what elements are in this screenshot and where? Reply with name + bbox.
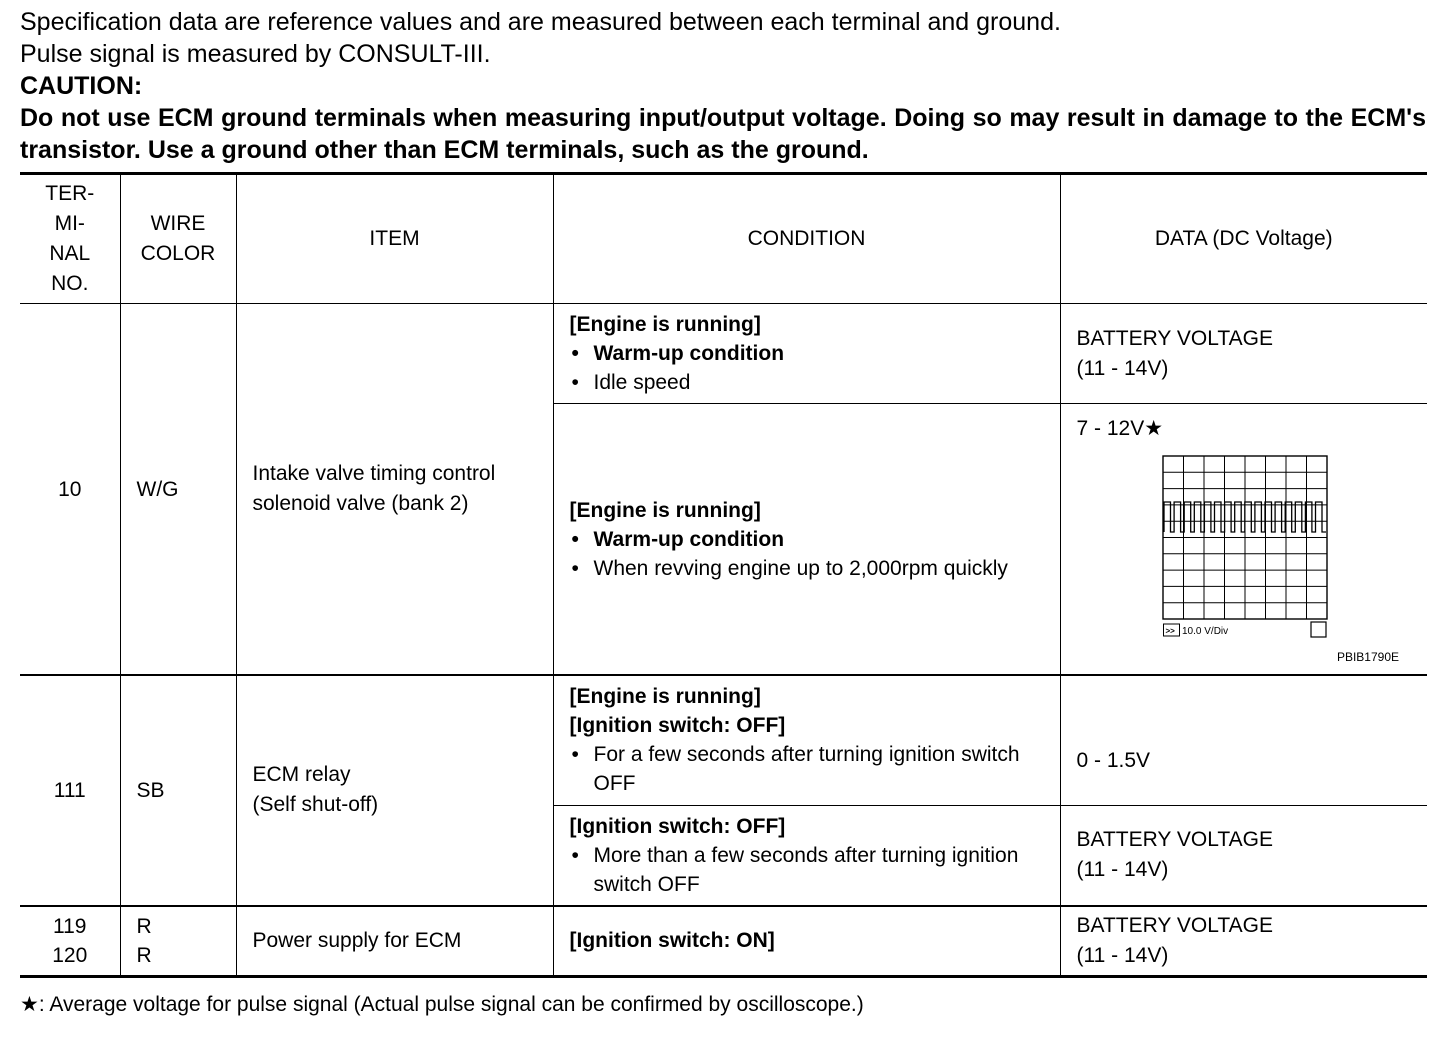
ecm-terminal-table <box>20 172 1427 978</box>
table-header-row <box>20 174 1427 304</box>
oscilloscope-waveform <box>1161 454 1331 644</box>
data-cell: BATTERY VOLTAGE (11 - 14V) <box>1060 304 1427 404</box>
table-row <box>20 675 1427 805</box>
scope-marker: >> <box>1165 626 1175 636</box>
spec-note: Specification data are reference values and are measured between each terminal and ground. <box>20 8 1061 36</box>
terminal-no: 10 <box>20 304 120 676</box>
terminal-no: 111 <box>20 675 120 906</box>
caution-label: CAUTION: <box>20 72 143 100</box>
item-description: Intake valve timing control solenoid valve (bank 2) <box>236 304 553 676</box>
wire-color: W/G <box>120 304 236 676</box>
data-cell-waveform <box>1060 404 1427 676</box>
condition-cell: [Engine is running] • Warm-up condition • When revving engine up to 2,000rpm quickly <box>553 404 1060 676</box>
caution-text: Do not use ECM ground terminals when measuring input/output voltage. Doing so may result in damage to the ECM's transistor. Use a ground other than ECM terminals, such as the ground. <box>20 104 1426 164</box>
table-row <box>20 304 1427 404</box>
item-description: ECM relay (Self shut-off) <box>236 675 553 906</box>
wire-color: R R <box>120 906 236 977</box>
header-wire-color: WIRE COLOR <box>120 174 236 304</box>
figure-id: PBIB1790E <box>1336 650 1399 664</box>
condition-cell: [Ignition switch: OFF] • More than a few seconds after turning ignition switch OFF <box>553 805 1060 906</box>
pulse-note: Pulse signal is measured by CONSULT-III. <box>20 40 491 68</box>
intro-notes <box>20 6 1430 166</box>
table-row <box>20 906 1427 977</box>
scope-scale-label: 10.0 V/Div <box>1181 626 1228 637</box>
header-item: ITEM <box>236 174 553 304</box>
footnote: ★: Average voltage for pulse signal (Actual pulse signal can be confirmed by oscilloscope.) <box>20 993 864 1016</box>
data-cell: 0 - 1.5V <box>1060 675 1427 805</box>
header-data: DATA (DC Voltage) <box>1060 174 1427 304</box>
header-condition: CONDITION <box>553 174 1060 304</box>
condition-cell: [Engine is running] [Ignition switch: OFF] • For a few seconds after turning ignition switch OFF <box>553 675 1060 805</box>
condition-cell: [Engine is running] • Warm-up condition • Idle speed <box>553 304 1060 404</box>
condition-cell: [Ignition switch: ON] <box>553 906 1060 977</box>
star-icon: ★ <box>1144 417 1164 440</box>
pulse-voltage-value: 7 - 12V★ <box>1076 417 1164 440</box>
data-cell: BATTERY VOLTAGE (11 - 14V) <box>1060 805 1427 906</box>
item-description: Power supply for ECM <box>236 906 553 977</box>
header-terminal-no: TER- MI- NAL NO. <box>20 174 120 304</box>
data-cell: BATTERY VOLTAGE (11 - 14V) <box>1060 906 1427 977</box>
wire-color: SB <box>120 675 236 906</box>
star-icon: ★ <box>20 993 39 1016</box>
terminal-no: 119 120 <box>20 906 120 977</box>
